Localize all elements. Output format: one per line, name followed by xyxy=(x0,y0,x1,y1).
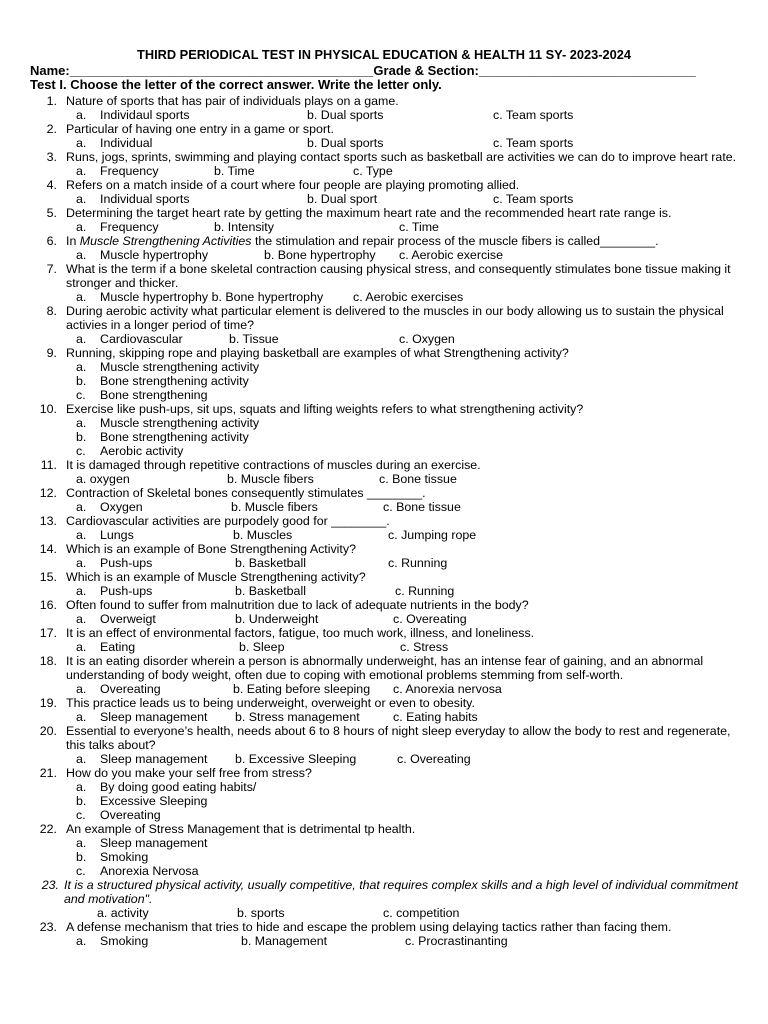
question-text: Which is an example of Muscle Strengthening activity? xyxy=(66,570,366,584)
question-number: 18. xyxy=(39,654,57,668)
question-text: Particular of having one entry in a game or sport. xyxy=(66,122,334,136)
answer-options xyxy=(0,136,768,150)
answer-option: c. Running xyxy=(395,584,455,598)
answer-option: b. Dual sport xyxy=(307,192,378,206)
answer-options xyxy=(0,612,768,626)
answer-option: c. Time xyxy=(399,220,439,234)
answer-option: c. Oxygen xyxy=(399,332,455,346)
answer-option: b. Sleep xyxy=(239,640,285,654)
answer-option xyxy=(76,108,190,122)
answer-options xyxy=(0,220,768,234)
question-number: 19. xyxy=(39,696,57,710)
option-letter: a. xyxy=(76,192,87,206)
question-text: Contraction of Skeletal bones consequently stimulates ________. xyxy=(66,486,426,500)
answer-option: c. competition xyxy=(383,906,460,920)
answer-option: c. Bone tissue xyxy=(383,500,461,514)
answer-option xyxy=(76,780,768,794)
answer-options xyxy=(0,108,768,122)
question-number: 7. xyxy=(46,262,57,276)
option-text: Muscle hypertrophy b. Bone hypertrophy xyxy=(100,290,324,304)
question-number: 8. xyxy=(46,304,57,318)
question-item xyxy=(0,654,768,696)
question-text: An example of Stress Management that is detrimental tp health. xyxy=(66,822,416,836)
question-text: Exercise like push-ups, sit ups, squats and lifting weights refers to what strengthening activity? xyxy=(66,402,584,416)
question-item xyxy=(0,570,768,598)
option-text: Individaul sports xyxy=(100,108,190,122)
question-item xyxy=(0,94,768,122)
question-text: Cardiovascular activities are purpodely good for ________. xyxy=(66,514,390,528)
answer-option xyxy=(76,388,768,402)
answer-option: b. Muscles xyxy=(233,528,293,542)
question-number: 16. xyxy=(39,598,57,612)
answer-option xyxy=(76,192,190,206)
option-text: Bone strengthening activity xyxy=(100,430,249,444)
option-letter: a. xyxy=(76,108,87,122)
answer-options xyxy=(0,290,768,304)
answer-option: b. Eating before sleeping xyxy=(233,682,371,696)
answer-option: a. activity xyxy=(97,906,149,920)
answer-option xyxy=(76,528,134,542)
question-item xyxy=(0,304,768,346)
question-item xyxy=(0,822,768,878)
answer-options xyxy=(0,906,768,920)
answer-options xyxy=(0,710,768,724)
answer-option xyxy=(76,444,768,458)
option-letter: c. xyxy=(76,388,86,402)
option-text: Sleep management xyxy=(100,710,208,724)
answer-option: b. Intensity xyxy=(214,220,274,234)
option-letter: c. xyxy=(76,864,86,878)
answer-option xyxy=(76,430,768,444)
answer-option: c. Team sports xyxy=(493,136,574,150)
question-number: 1. xyxy=(46,94,57,108)
option-text: Lungs xyxy=(100,528,134,542)
option-letter: a. xyxy=(76,612,87,626)
question-text: Running, skipping rope and playing basketball are examples of what Strengthening activity? xyxy=(66,346,569,360)
answer-option: c. Type xyxy=(353,164,393,178)
option-letter: a. xyxy=(76,248,87,262)
option-text: Individual xyxy=(100,136,153,150)
option-text: Overweigt xyxy=(100,612,156,626)
question-item xyxy=(0,724,768,766)
option-letter: a. xyxy=(76,934,87,948)
answer-options xyxy=(0,416,768,458)
answer-option xyxy=(76,836,768,850)
answer-option xyxy=(76,374,768,388)
question-number: 5. xyxy=(46,206,57,220)
answer-option: c. Running xyxy=(388,556,448,570)
question-text: It is damaged through repetitive contractions of muscles during an exercise. xyxy=(66,458,481,472)
option-text: Smoking xyxy=(100,934,149,948)
question-item xyxy=(0,626,768,654)
option-letter: b. xyxy=(76,430,87,444)
answer-option xyxy=(76,794,768,808)
answer-option: b. Excessive Sleeping xyxy=(235,752,357,766)
question-text: Determining the target heart rate by getting the maximum heart rate and the recommended heart rate range is. xyxy=(66,206,672,220)
answer-options xyxy=(0,836,768,878)
answer-option xyxy=(76,710,207,724)
answer-options xyxy=(0,528,768,542)
answer-option: c. Bone tissue xyxy=(379,472,457,486)
question-item xyxy=(0,458,768,486)
option-letter: a. xyxy=(76,220,87,234)
question-number: 23. xyxy=(39,920,57,934)
option-letter: a. xyxy=(76,584,87,598)
question-item xyxy=(0,234,768,262)
option-text: Push-ups xyxy=(100,556,153,570)
question-text: What is the term if a bone skeletal contraction causing physical stress, and consequently stimulates bone tissue making it stronger and thicker. xyxy=(66,262,731,290)
question-text: It is an effect of environmental factors, fatigue, too much work, illness, and loneliness. xyxy=(66,626,535,640)
option-text: Sleep management xyxy=(100,752,208,766)
question-text: In Muscle Strengthening Activities the stimulation and repair process of the muscle fibers is called________. xyxy=(66,234,659,248)
answer-options xyxy=(0,500,768,514)
answer-options xyxy=(0,472,768,486)
answer-option xyxy=(76,136,152,150)
answer-option: b. Dual sports xyxy=(307,136,384,150)
question-number: 14. xyxy=(39,542,57,556)
option-letter: a. xyxy=(76,780,87,794)
answer-option: c. Stress xyxy=(400,640,449,654)
question-number: 13. xyxy=(39,514,57,528)
question-number: 17. xyxy=(39,626,57,640)
question-number: 12. xyxy=(39,486,57,500)
question-text: It is a structured physical activity, usually competitive, that requires complex skills and a high level of individual commitment and motivation". xyxy=(64,878,738,906)
answer-option xyxy=(76,416,768,430)
name-grade-line xyxy=(30,64,696,78)
option-letter: b. xyxy=(76,794,87,808)
question-item xyxy=(0,598,768,626)
option-letter: a. xyxy=(76,682,87,696)
answer-option: b. Tissue xyxy=(229,332,279,346)
question-item xyxy=(0,206,768,234)
option-text: Oxygen xyxy=(100,500,143,514)
answer-option xyxy=(76,808,768,822)
option-text: Push-ups xyxy=(100,584,153,598)
answer-option: c. Aerobic exercise xyxy=(399,248,503,262)
option-text: Muscle strengthening activity xyxy=(100,360,260,374)
question-item xyxy=(0,766,768,822)
answer-option xyxy=(76,752,207,766)
option-letter: a. xyxy=(76,136,87,150)
answer-option: b. Muscle fibers xyxy=(231,500,318,514)
option-text: Bone strengthening xyxy=(100,388,208,402)
question-text: Runs, jogs, sprints, swimming and playing contact sports such as basketball are activities we can do to improve heart rate. xyxy=(66,150,737,164)
option-text: Muscle hypertrophy xyxy=(100,248,209,262)
answer-options xyxy=(0,682,768,696)
option-letter: a. xyxy=(76,710,87,724)
answer-options xyxy=(0,640,768,654)
answer-option xyxy=(76,584,152,598)
question-text: Which is an example of Bone Strengthening Activity? xyxy=(66,542,356,556)
answer-option xyxy=(76,248,208,262)
question-text: Refers on a match inside of a court where four people are playing promoting allied. xyxy=(66,178,520,192)
grade-label: Grade & Section: xyxy=(373,63,479,78)
answer-option xyxy=(76,360,768,374)
answer-option xyxy=(76,500,143,514)
option-letter: a. xyxy=(76,500,87,514)
answer-option: c. Jumping rope xyxy=(388,528,477,542)
answer-option: c. Anorexia nervosa xyxy=(393,682,502,696)
question-text: A defense mechanism that tries to hide and escape the problem using delaying tactics rather than facing them. xyxy=(66,920,672,934)
option-text: Muscle strengthening activity xyxy=(100,416,260,430)
question-number: 20. xyxy=(39,724,57,738)
answer-option xyxy=(76,864,768,878)
option-text: Bone strengthening activity xyxy=(100,374,249,388)
question-item xyxy=(0,262,768,304)
option-letter: a. xyxy=(76,640,87,654)
answer-option xyxy=(76,220,159,234)
answer-option xyxy=(76,556,152,570)
answer-options xyxy=(0,934,768,948)
option-letter: a. xyxy=(76,752,87,766)
question-number: 6. xyxy=(46,234,57,248)
answer-options xyxy=(0,164,768,178)
question-item xyxy=(0,346,768,402)
question-item xyxy=(0,122,768,150)
answer-option: b. Underweight xyxy=(235,612,319,626)
question-item xyxy=(0,178,768,206)
question-number: 15. xyxy=(39,570,57,584)
option-text: Aerobic activity xyxy=(100,444,184,458)
answer-options xyxy=(0,332,768,346)
answer-option xyxy=(76,934,148,948)
answer-options xyxy=(0,752,768,766)
answer-option: b. Basketball xyxy=(235,556,306,570)
option-text: Individual sports xyxy=(100,192,190,206)
question-item xyxy=(0,402,768,458)
italic-term: Muscle Strengthening Activities xyxy=(79,234,252,248)
option-text: Frequency xyxy=(100,220,159,234)
option-letter: c. xyxy=(76,808,86,822)
question-item xyxy=(0,150,768,178)
name-blank: __________________________________________ xyxy=(69,63,374,78)
answer-option xyxy=(76,850,768,864)
question-number: 3. xyxy=(46,150,57,164)
option-text: Overeating xyxy=(100,682,161,696)
option-text: Sleep management xyxy=(100,836,208,850)
answer-option: c. Overeating xyxy=(397,752,471,766)
question-text: It is an eating disorder wherein a person is abnormally underweight, has an intense fear of gaining, and an abnormal understanding of body weight, often due to coping with emotional problems stemming from self-worth. xyxy=(66,654,704,682)
answer-options xyxy=(0,192,768,206)
answer-option: b. sports xyxy=(237,906,285,920)
option-letter: a. xyxy=(76,836,87,850)
option-letter: c. xyxy=(76,444,86,458)
question-item xyxy=(0,878,768,920)
answer-options xyxy=(0,780,768,822)
answer-option: c. Overeating xyxy=(393,612,467,626)
question-number: 9. xyxy=(46,346,57,360)
question-text: This practice leads us to being underweight, overweight or even to obesity. xyxy=(66,696,475,710)
answer-option xyxy=(76,640,135,654)
answer-options xyxy=(0,584,768,598)
question-number: 22. xyxy=(39,822,57,836)
question-number: 23. xyxy=(41,878,59,892)
question-text: How do you make your self free from stress? xyxy=(66,766,312,780)
answer-option: c. Team sports xyxy=(493,108,574,122)
option-text: Smoking xyxy=(100,850,149,864)
option-letter: a. xyxy=(76,290,87,304)
answer-option: c. Team sports xyxy=(493,192,574,206)
answer-option xyxy=(76,612,156,626)
option-text: By doing good eating habits/ xyxy=(100,780,257,794)
option-letter: a. xyxy=(76,416,87,430)
grade-blank: ______________________________ xyxy=(478,63,696,78)
answer-option: a. oxygen xyxy=(76,472,130,486)
answer-option xyxy=(76,164,159,178)
question-text: Essential to everyone’s health, needs about 6 to 8 hours of night sleep everyday to allow the body to rest and regenerate, this talks about? xyxy=(66,724,731,752)
question-text: Nature of sports that has pair of individuals plays on a game. xyxy=(66,94,399,108)
option-letter: a. xyxy=(76,556,87,570)
answer-options xyxy=(0,360,768,402)
answer-option: b. Management xyxy=(241,934,328,948)
question-number: 10. xyxy=(39,402,57,416)
answer-option: c. Aerobic exercises xyxy=(353,290,464,304)
answer-option: b. Stress management xyxy=(235,710,360,724)
option-text: Excessive Sleeping xyxy=(100,794,208,808)
page-title: THIRD PERIODICAL TEST IN PHYSICAL EDUCATION & HEALTH 11 SY- 2023-2024 xyxy=(137,47,631,62)
option-text: Frequency xyxy=(100,164,159,178)
answer-option xyxy=(76,290,323,304)
question-item xyxy=(0,542,768,570)
option-letter: a. xyxy=(76,164,87,178)
answer-option: b. Basketball xyxy=(235,584,306,598)
option-text: Anorexia Nervosa xyxy=(100,864,199,878)
question-item xyxy=(0,486,768,514)
option-letter: a. xyxy=(76,528,87,542)
answer-option: b. Bone hypertrophy xyxy=(264,248,376,262)
question-number: 11. xyxy=(40,458,57,472)
question-item xyxy=(0,696,768,724)
question-item xyxy=(0,514,768,542)
question-list xyxy=(0,94,768,948)
question-text: During aerobic activity what particular element is delivered to the muscles in our body allowing us to sustain the physical activies in a longer period of time? xyxy=(66,304,724,332)
question-number: 21. xyxy=(39,766,57,780)
answer-options xyxy=(0,556,768,570)
answer-option: b. Dual sports xyxy=(307,108,384,122)
answer-option xyxy=(76,332,183,346)
test-instructions: Test I. Choose the letter of the correct answer. Write the letter only. xyxy=(30,77,442,92)
question-number: 4. xyxy=(46,178,57,192)
answer-option: c. Procrastinanting xyxy=(405,934,508,948)
option-text: Cardiovascular xyxy=(100,332,183,346)
question-number: 2. xyxy=(46,122,57,136)
option-text: Overeating xyxy=(100,808,161,822)
option-letter: b. xyxy=(76,374,87,388)
option-letter: a. xyxy=(76,332,87,346)
answer-option: c. Eating habits xyxy=(393,710,478,724)
option-letter: b. xyxy=(76,850,87,864)
option-letter: a. xyxy=(76,360,87,374)
answer-option: b. Time xyxy=(214,164,255,178)
question-text: Often found to suffer from malnutrition due to lack of adequate nutrients in the body? xyxy=(66,598,529,612)
name-label: Name: xyxy=(30,63,70,78)
option-text: Eating xyxy=(100,640,136,654)
answer-option: b. Muscle fibers xyxy=(227,472,314,486)
answer-options xyxy=(0,248,768,262)
question-item xyxy=(0,920,768,948)
answer-option xyxy=(76,682,161,696)
